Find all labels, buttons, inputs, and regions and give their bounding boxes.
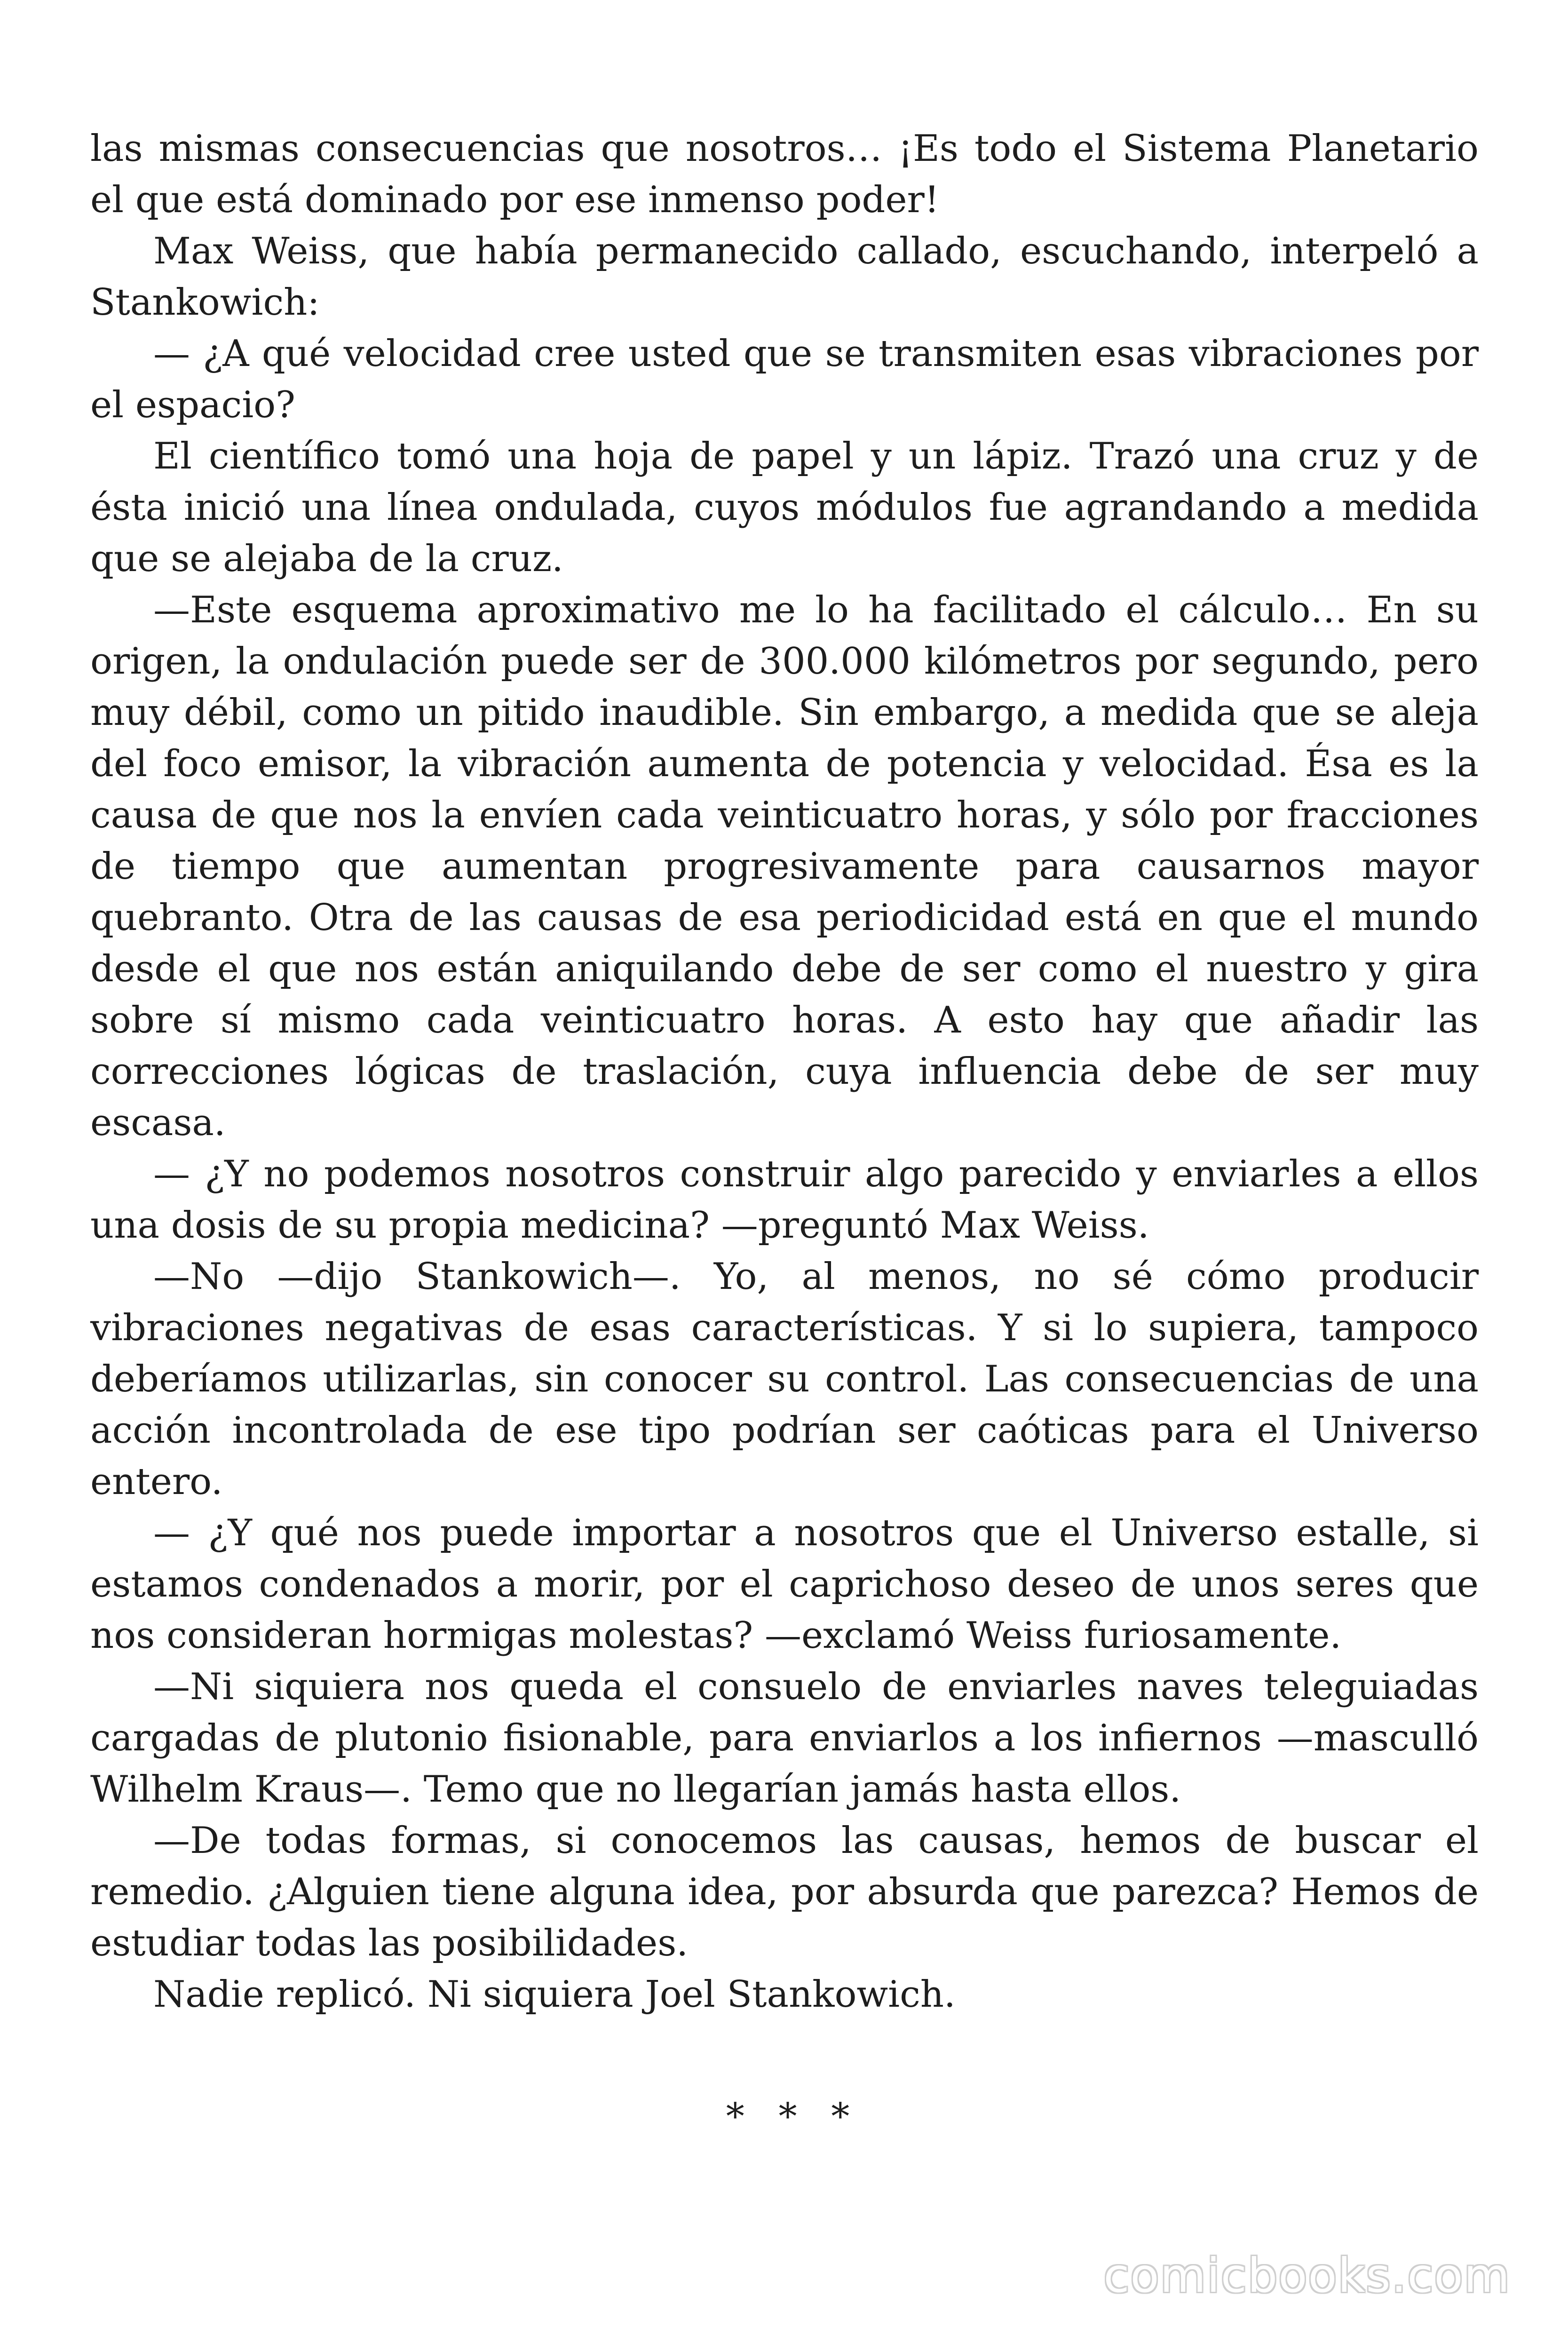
paragraph: Max Weiss, que había permanecido callado, escuchando, interpeló a Stankowich: xyxy=(90,230,1479,324)
section-separator: * * * xyxy=(726,2096,861,2138)
watermark: comicbooks.com xyxy=(1103,2248,1511,2303)
paragraph: —Ni siquiera nos queda el consuelo de enviarles naves teleguiadas cargadas de plutonio fisionable, para enviarlos a los infiernos —masculló Wilhelm Kraus—. Temo que no llegarían jamás hasta ellos. xyxy=(90,1666,1479,1811)
paragraph: —No —dijo Stankowich—. Yo, al menos, no sé cómo producir vibraciones negativas de esas características. Y si lo supiera, tampoco deberíamos utilizarlas, sin conocer su control. Las consecuencias de una acción incontrolada de ese tipo podrían ser caóticas para el Universo entero. xyxy=(90,1255,1479,1503)
paragraph: —Este esquema aproximativo me lo ha facilitado el cálculo… En su origen, la ondulación puede ser de 300.000 kilómetros por segundo, pero muy débil, como un pitido inaudible. Sin embargo, a medida que se aleja del foco emisor, la vibración aumenta de potencia y velocidad. Ésa es la causa de que nos la envíen cada veinticuatro horas, y sólo por fracciones de tiempo que aumentan progresivamente para causarnos mayor quebranto. Otra de las causas de esa periodicidad está en que el mundo desde el que nos están aniquilando debe de ser como el nuestro y gira sobre sí mismo cada veinticuatro horas. A esto hay que añadir las correcciones lógicas de traslación, cuya influencia debe de ser muy escasa. xyxy=(90,589,1479,1144)
paragraph: las mismas consecuencias que nosotros… ¡Es todo el Sistema Planetario el que está dominado por ese inmenso poder! xyxy=(90,127,1479,221)
paragraph: El científico tomó una hoja de papel y un lápiz. Trazó una cruz y de ésta inició una línea ondulada, cuyos módulos fue agrandando a medida que se alejaba de la cruz. xyxy=(90,435,1479,580)
paragraph: — ¿Y no podemos nosotros construir algo parecido y enviarles a ellos una dosis de su propia medicina? —preguntó Max Weiss. xyxy=(90,1153,1479,1247)
paragraph: — ¿Y qué nos puede importar a nosotros que el Universo estalle, si estamos condenados a morir, por el caprichoso deseo de unos seres que nos consideran hormigas molestas? —exclamó Weiss furiosamente. xyxy=(90,1512,1479,1657)
paragraph: — ¿A qué velocidad cree usted que se transmiten esas vibraciones por el espacio? xyxy=(90,333,1479,426)
page-body xyxy=(90,123,1479,2020)
paragraph: —De todas formas, si conocemos las causas, hemos de buscar el remedio. ¿Alguien tiene alguna idea, por absurda que parezca? Hemos de estudiar todas las posibilidades. xyxy=(90,1820,1479,1964)
paragraph: Nadie replicó. Ni siquiera Joel Stankowich. xyxy=(153,1973,956,2016)
